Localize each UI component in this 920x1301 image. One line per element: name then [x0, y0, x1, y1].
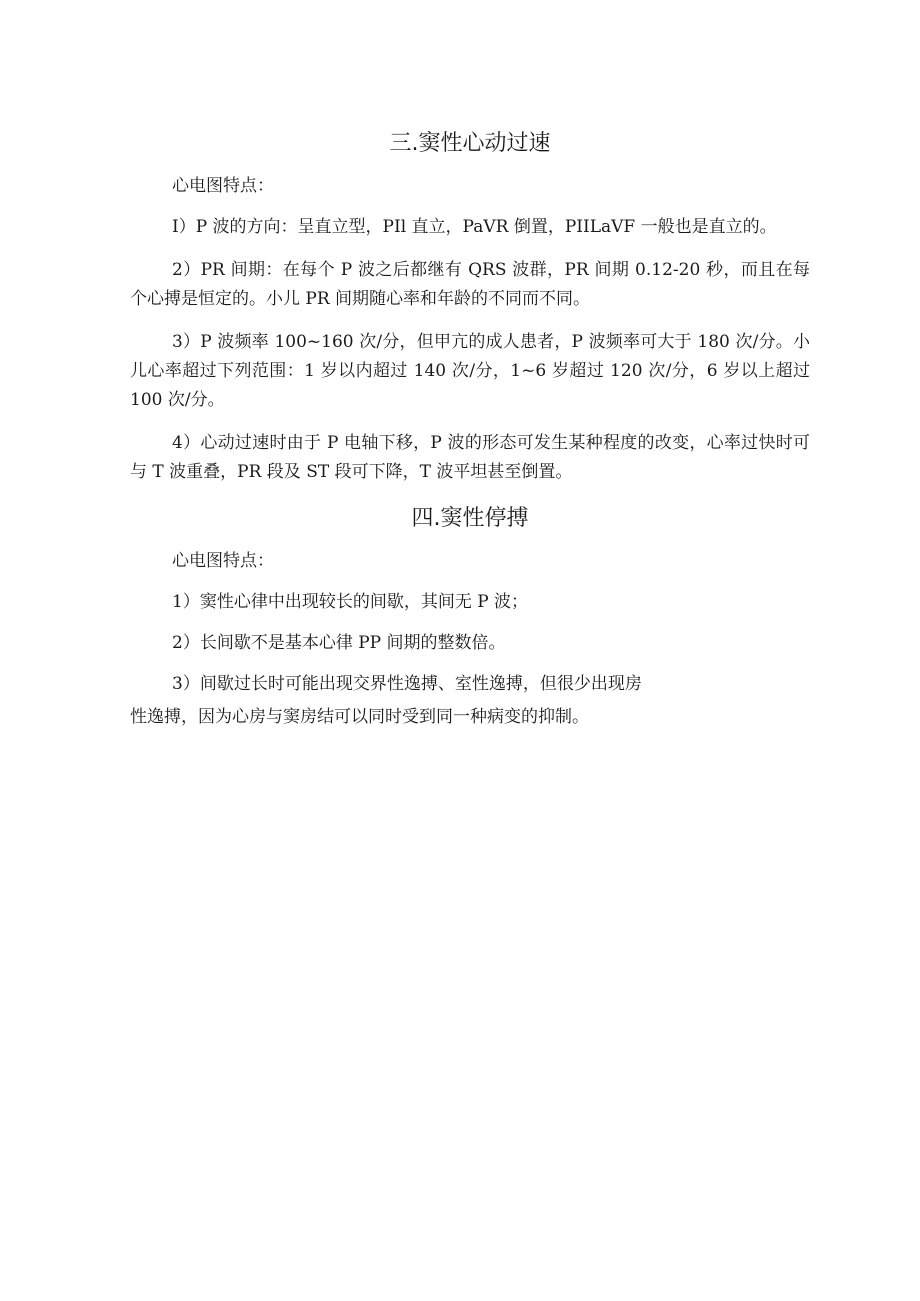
section-4-item-3: 3）间歇过长时可能出现交界性逸搏、室性逸搏，但很少出现房 [172, 674, 642, 694]
section-4-heading: 四.窦性停搏 [411, 506, 529, 531]
section-3-item-1: I）P 波的方向：呈直立型，PIl 直立，PaVR 倒置，PIILaVF 一般也是直立的。 [172, 217, 777, 237]
section-3-heading: 三.窦性心动过速 [389, 131, 551, 156]
section-3-item-2: 2）PR 间期：在每个 P 波之后都继有 QRS 波群，PR 间期 0.12-20 秒，而且在每个心搏是恒定的。小儿 PR 间期随心率和年龄的不同而不同。 [130, 260, 810, 309]
section-3-item-4: 4）心动过速时由于 P 电轴下移，P 波的形态可发生某种程度的改变，心率过快时可与 T 波重叠，PR 段及 ST 段可下降，T 波平坦甚至倒置。 [130, 433, 810, 482]
document-content [130, 126, 810, 732]
section-3-intro: 心电图特点： [172, 176, 274, 196]
section-3-item-3: 3）P 波频率 100~160 次/分，但甲亢的成人患者，P 波频率可大于 180 次/分。小儿心率超过下列范围：1 岁以内超过 140 次/分，1~6 岁超过 120 次/分，6 岁以上超过 100 次/分。 [130, 332, 810, 410]
section-4-intro: 心电图特点： [172, 551, 274, 571]
section-4-item-3-continued: 性逸搏，因为心房与窦房结可以同时受到同一种病变的抑制。 [130, 707, 589, 727]
section-4-item-1: 1）窦性心律中出现较长的间歇，其间无 P 波； [172, 592, 529, 612]
section-4-item-2: 2）长间歇不是基本心律 PP 间期的整数倍。 [172, 633, 506, 653]
